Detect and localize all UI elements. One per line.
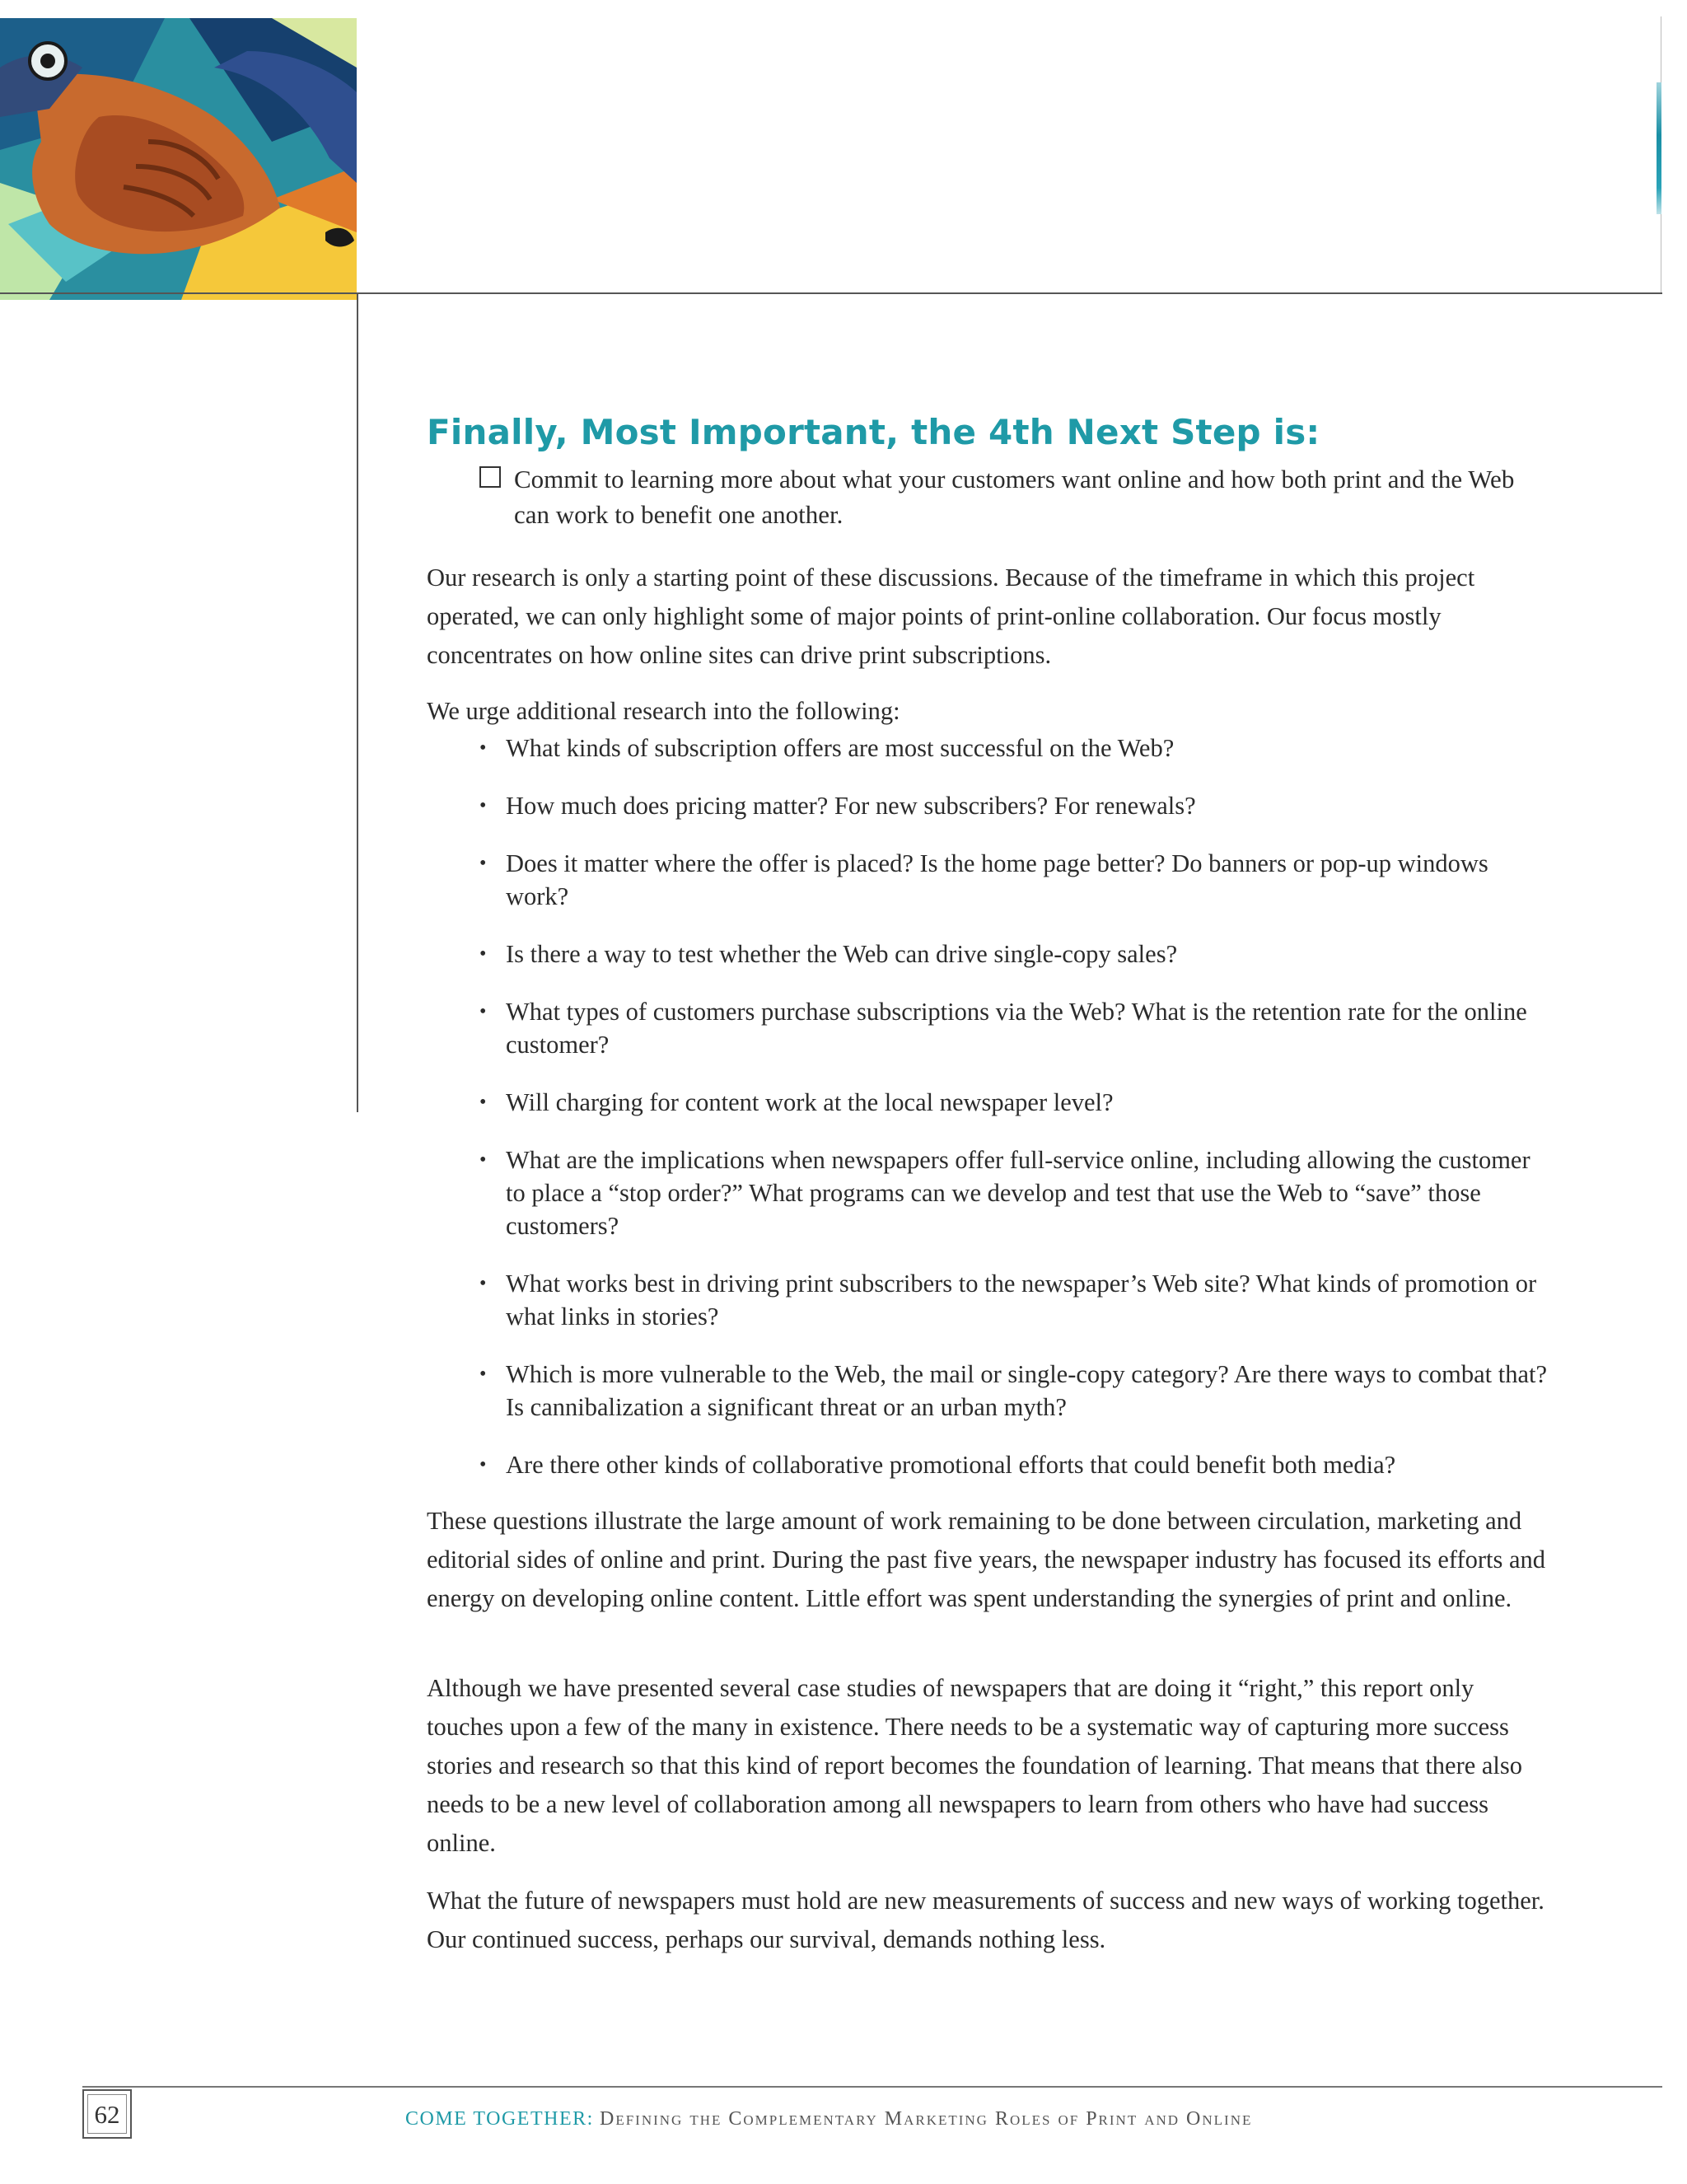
list-item-text: What types of customers purchase subscriptions via the Web? What is the retention rate for the online customer? bbox=[506, 998, 1527, 1059]
list-item-text: What works best in driving print subscribers to the newspaper’s Web site? What kinds of promotion or what links in stories? bbox=[506, 1270, 1537, 1331]
list-item bbox=[479, 1143, 1550, 1242]
list-item-text: What are the implications when newspapers offer full-service online, including allowing the customer to place a “stop order?” What programs can we develop and test that use the Web to “save” those customers? bbox=[506, 1146, 1530, 1240]
list-item-text: Is there a way to test whether the Web can drive single-copy sales? bbox=[506, 940, 1178, 968]
conclusion-paragraph-1: These questions illustrate the large amount of work remaining to be done between circulation, marketing and editorial sides of online and print. During the past five years, the newspaper industry has focused its efforts and energy on developing online content. Little effort was spent understanding the synergies of print and online. bbox=[427, 1507, 1546, 1612]
research-questions-list bbox=[479, 732, 1550, 1481]
bullet-icon: • bbox=[479, 1363, 487, 1385]
list-item-text: Does it matter where the offer is placed? Is the home page better? Do banners or pop-up windows work? bbox=[506, 849, 1488, 910]
page-edge-tab bbox=[1657, 82, 1661, 214]
bullet-icon: • bbox=[479, 1454, 487, 1475]
bullet-icon: • bbox=[479, 943, 487, 965]
checkbox-item bbox=[479, 461, 1550, 532]
bullet-icon: • bbox=[479, 1001, 487, 1022]
intro-paragraph: Our research is only a starting point of these discussions. Because of the timeframe in which this project operated, we can only highlight some of major points of print-online collaboration. Our focus mostly concentrates on how online sites can drive print subscriptions. bbox=[427, 564, 1475, 669]
list-item-text: What kinds of subscription offers are most successful on the Web? bbox=[506, 734, 1175, 762]
page-number-box bbox=[82, 2089, 132, 2139]
list-item bbox=[479, 1267, 1550, 1333]
list-item bbox=[479, 938, 1550, 970]
list-item-text: Will charging for content work at the local newspaper level? bbox=[506, 1088, 1114, 1116]
conclusion-paragraph-3: What the future of newspapers must hold are new measurements of success and new ways of working together. Our continued success, perhaps our survival, demands nothing less. bbox=[427, 1887, 1544, 1953]
checkbox-icon[interactable] bbox=[479, 466, 501, 488]
footer-subtitle: Defining the Complementary Marketing Roles of Print and Online bbox=[600, 2108, 1253, 2130]
page-number: 62 bbox=[87, 2094, 127, 2134]
list-item bbox=[479, 732, 1550, 765]
research-lead-in: We urge additional research into the following: bbox=[427, 697, 900, 725]
list-item bbox=[479, 1448, 1550, 1481]
bullet-icon: • bbox=[479, 1092, 487, 1113]
list-item bbox=[479, 847, 1550, 913]
list-item bbox=[479, 995, 1550, 1061]
list-item bbox=[479, 789, 1550, 822]
list-item bbox=[479, 1358, 1550, 1424]
footer-brand: COME TOGETHER: bbox=[405, 2108, 594, 2130]
margin-rule bbox=[357, 294, 358, 1112]
bullet-icon: • bbox=[479, 795, 487, 816]
list-item-text: Are there other kinds of collaborative promotional efforts that could benefit both media? bbox=[506, 1451, 1396, 1479]
conclusion-paragraph-2: Although we have presented several case studies of newspapers that are doing it “right,” this report only touches upon a few of the many in existence. There needs to be a systematic way of capturing more success stories and research so that this kind of report becomes the foundation of learning. That means that there also needs to be a new level of collaboration among all newspapers to learn from others who have had success online. bbox=[427, 1674, 1523, 1857]
bullet-icon: • bbox=[479, 853, 487, 874]
list-item-text: Which is more vulnerable to the Web, the mail or single-copy category? Are there ways to combat that? Is cannibalization a significant threat or an urban myth? bbox=[506, 1360, 1547, 1421]
list-item-text: How much does pricing matter? For new subscribers? For renewals? bbox=[506, 792, 1196, 820]
handshake-illustration bbox=[0, 18, 357, 300]
footer-rule bbox=[82, 2086, 1662, 2088]
running-footer bbox=[405, 2108, 1252, 2130]
list-item bbox=[479, 1086, 1550, 1119]
bullet-icon: • bbox=[479, 1273, 487, 1294]
header-rule bbox=[0, 292, 1662, 294]
bullet-icon: • bbox=[479, 737, 487, 759]
bullet-icon: • bbox=[479, 1149, 487, 1171]
checkbox-label: Commit to learning more about what your customers want online and how both print and the Web can work to benefit one another. bbox=[514, 465, 1515, 529]
section-heading: Finally, Most Important, the 4th Next Step is: bbox=[427, 412, 1320, 452]
